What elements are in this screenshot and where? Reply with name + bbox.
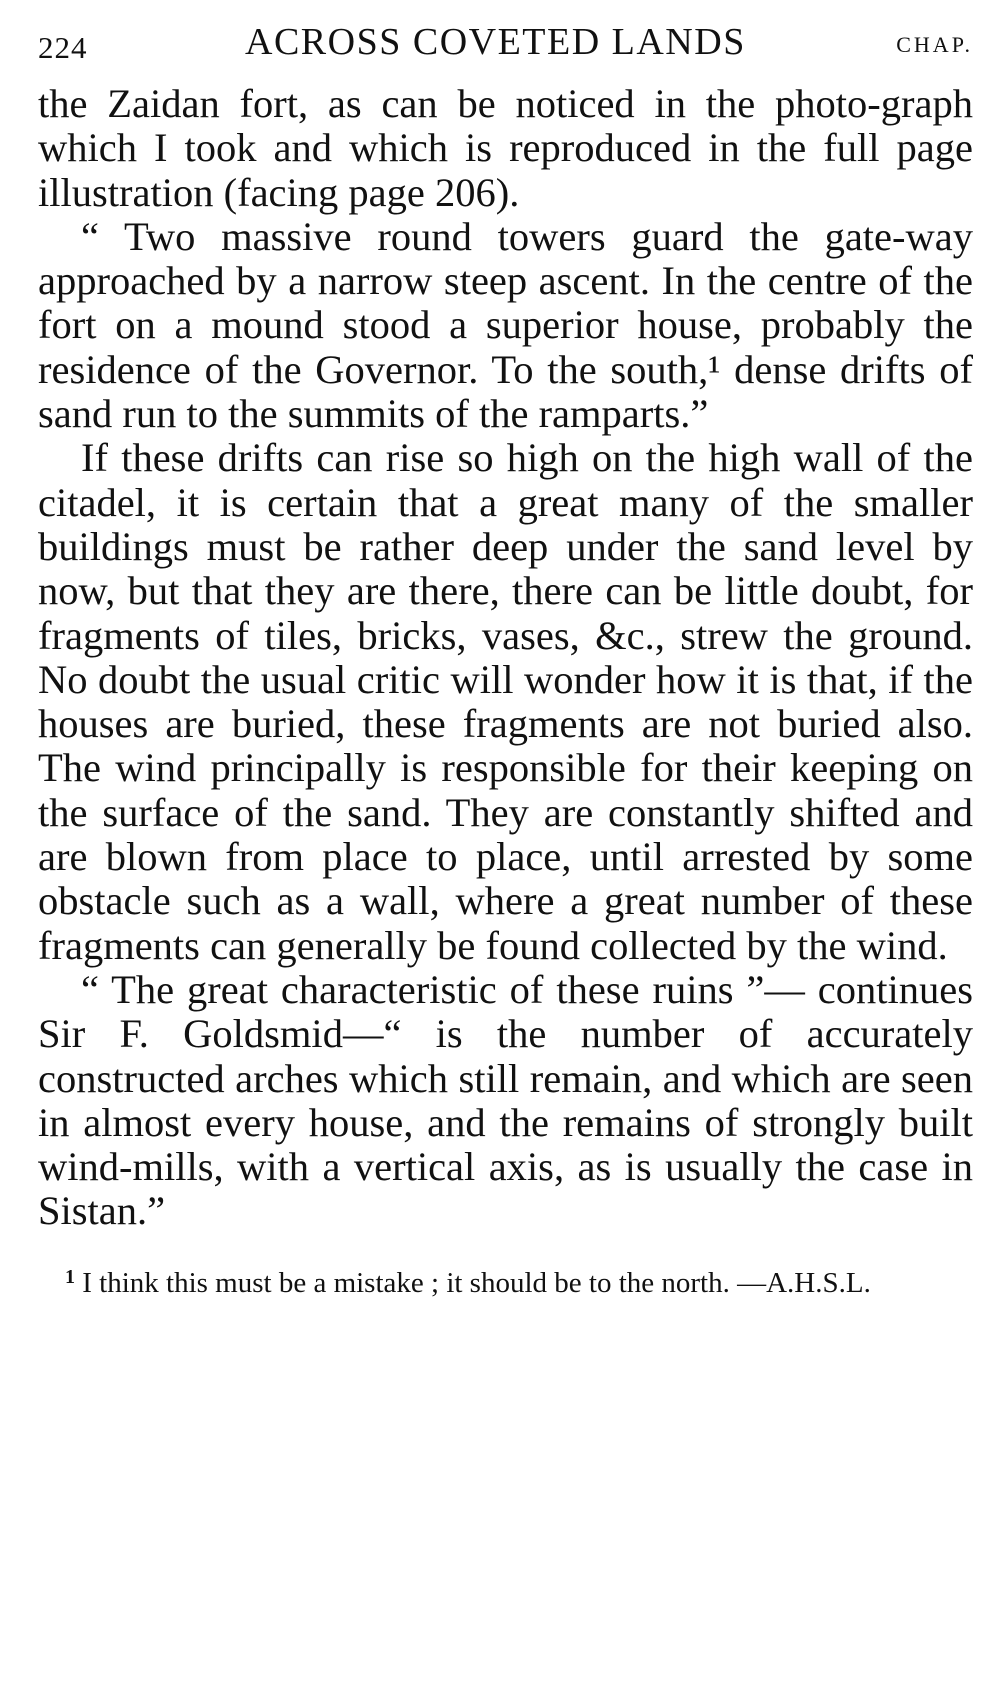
footnote-text: I think this must be a mistake ; it should be to the north. —A.H.S.L. bbox=[82, 1266, 871, 1299]
footnote-marker: 1 bbox=[65, 1265, 75, 1288]
chapter-label: CHAP. bbox=[896, 32, 973, 57]
paragraph-2: “ Two massive round towers guard the gate-way approached by a narrow steep ascent. In the centre of the fort on a mound stood a superior house, probably the residence of the Governor. To the south,¹ dense drifts of sand run to the summits of the ramparts.” bbox=[38, 213, 973, 437]
footnote bbox=[38, 1260, 973, 1300]
paragraph-3: If these drifts can rise so high on the high wall of the citadel, it is certain that a great many of the smaller buildings must be rather deep under the sand level by now, but that they are there, there can be little doubt, for fragments of tiles, bricks, vases, &c., strew the ground. No doubt the usual critic will wonder how it is that, if the houses are buried, these fragments are not buried also. The wind principally is responsible for their keeping on the surface of the sand. They are constantly shifted and are blown from place to place, until arrested by some obstacle such as a wall, where a great number of these fragments can generally be found collected by the wind. bbox=[38, 435, 973, 968]
book-title: ACROSS COVETED LANDS bbox=[245, 21, 746, 63]
body-text bbox=[38, 82, 973, 1234]
paragraph-4: “ The great characteristic of these ruins ”— continues Sir F. Goldsmid—“ is the number of accurately constructed arches which still remain, and which are seen in almost every house, and the remains of strongly built wind-mills, with a vertical axis, as is usually the case in Sistan.” bbox=[38, 966, 973, 1234]
page-number: 224 bbox=[38, 30, 88, 65]
running-head bbox=[38, 20, 973, 68]
book-page bbox=[38, 20, 973, 1300]
paragraph-1: the Zaidan fort, as can be noticed in the photo-graph which I took and which is reproduced in the full page illustration (facing page 206). bbox=[38, 81, 973, 215]
